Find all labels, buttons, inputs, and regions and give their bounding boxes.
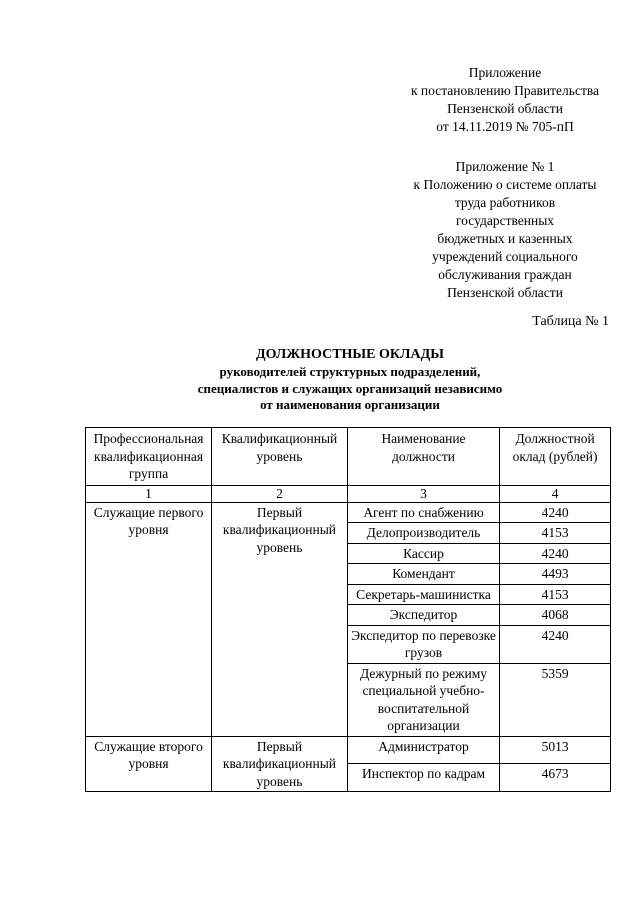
title-subheading: от наименования организации (260, 397, 440, 412)
title-heading: ДОЛЖНОСТНЫЕ ОКЛАДЫ (256, 347, 444, 362)
column-number: 1 (86, 485, 212, 502)
salary-cell: 4673 (500, 764, 611, 792)
column-number: 4 (500, 485, 611, 502)
group-cell: Служащие первого уровня (86, 502, 212, 736)
salary-cell: 4068 (500, 605, 611, 626)
position-cell: Кассир (347, 543, 499, 564)
appendix-sub-line: бюджетных и казенных (437, 231, 573, 246)
appendix-main-line: Приложение (468, 65, 542, 80)
document-title (150, 346, 550, 414)
header-position: Наименование должности (347, 428, 499, 486)
appendix-sub-line: Приложение № 1 (455, 159, 555, 174)
salary-cell: 5013 (500, 736, 611, 764)
header-group: Профессиональная квалификационная группа (86, 428, 212, 486)
position-cell: Дежурный по режиму специальной учебно-воспитательной организации (347, 663, 499, 736)
appendix-sub-line: государственных (455, 213, 555, 228)
appendix-main-line: от 14.11.2019 № 705-пП (436, 119, 574, 134)
level-cell: Первый квалификационный уровень (212, 736, 348, 792)
salary-cell: 4240 (500, 543, 611, 564)
position-cell: Делопроизводитель (347, 523, 499, 544)
title-subheading: руководителей структурных подразделений, (219, 364, 481, 379)
group-cell: Служащие второго уровня (86, 736, 212, 792)
position-cell: Комендант (347, 564, 499, 585)
title-subheading: специалистов и служащих организаций независимо (197, 380, 503, 396)
salary-cell: 4153 (500, 523, 611, 544)
column-number-row (86, 485, 611, 502)
appendix-sub-header (380, 158, 630, 302)
header-salary: Должностной оклад (рублей) (500, 428, 611, 486)
salary-table (85, 427, 611, 792)
position-cell: Администратор (347, 736, 499, 764)
salary-cell: 5359 (500, 663, 611, 736)
appendix-main-line: к постановлению Правительства (410, 83, 600, 98)
table-number-label: Таблица № 1 (532, 314, 609, 329)
table-row (86, 502, 611, 523)
table-row (86, 736, 611, 764)
salary-cell: 4493 (500, 564, 611, 585)
position-cell: Агент по снабжению (347, 502, 499, 523)
position-cell: Инспектор по кадрам (347, 764, 499, 792)
appendix-sub-line: к Положению о системе оплаты (413, 177, 597, 192)
appendix-sub-line: учреждений социального (432, 249, 578, 264)
level-cell: Первый квалификационный уровень (212, 502, 348, 736)
column-number: 3 (347, 485, 499, 502)
position-cell: Экспедитор (347, 605, 499, 626)
appendix-sub-line: Пензенской области (447, 285, 563, 300)
salary-cell: 4153 (500, 584, 611, 605)
appendix-sub-line: труда работников (454, 195, 556, 210)
appendix-sub-line: обслуживания граждан (438, 267, 572, 282)
salary-cell: 4240 (500, 502, 611, 523)
table-header-row (86, 428, 611, 486)
appendix-main-line: Пензенской области (447, 101, 563, 116)
position-cell: Секретарь-машинистка (347, 584, 499, 605)
appendix-main-header (380, 64, 630, 136)
header-level: Квалификационный уровень (212, 428, 348, 486)
salary-cell: 4240 (500, 625, 611, 663)
column-number: 2 (212, 485, 348, 502)
position-cell: Экспедитор по перевозке грузов (347, 625, 499, 663)
